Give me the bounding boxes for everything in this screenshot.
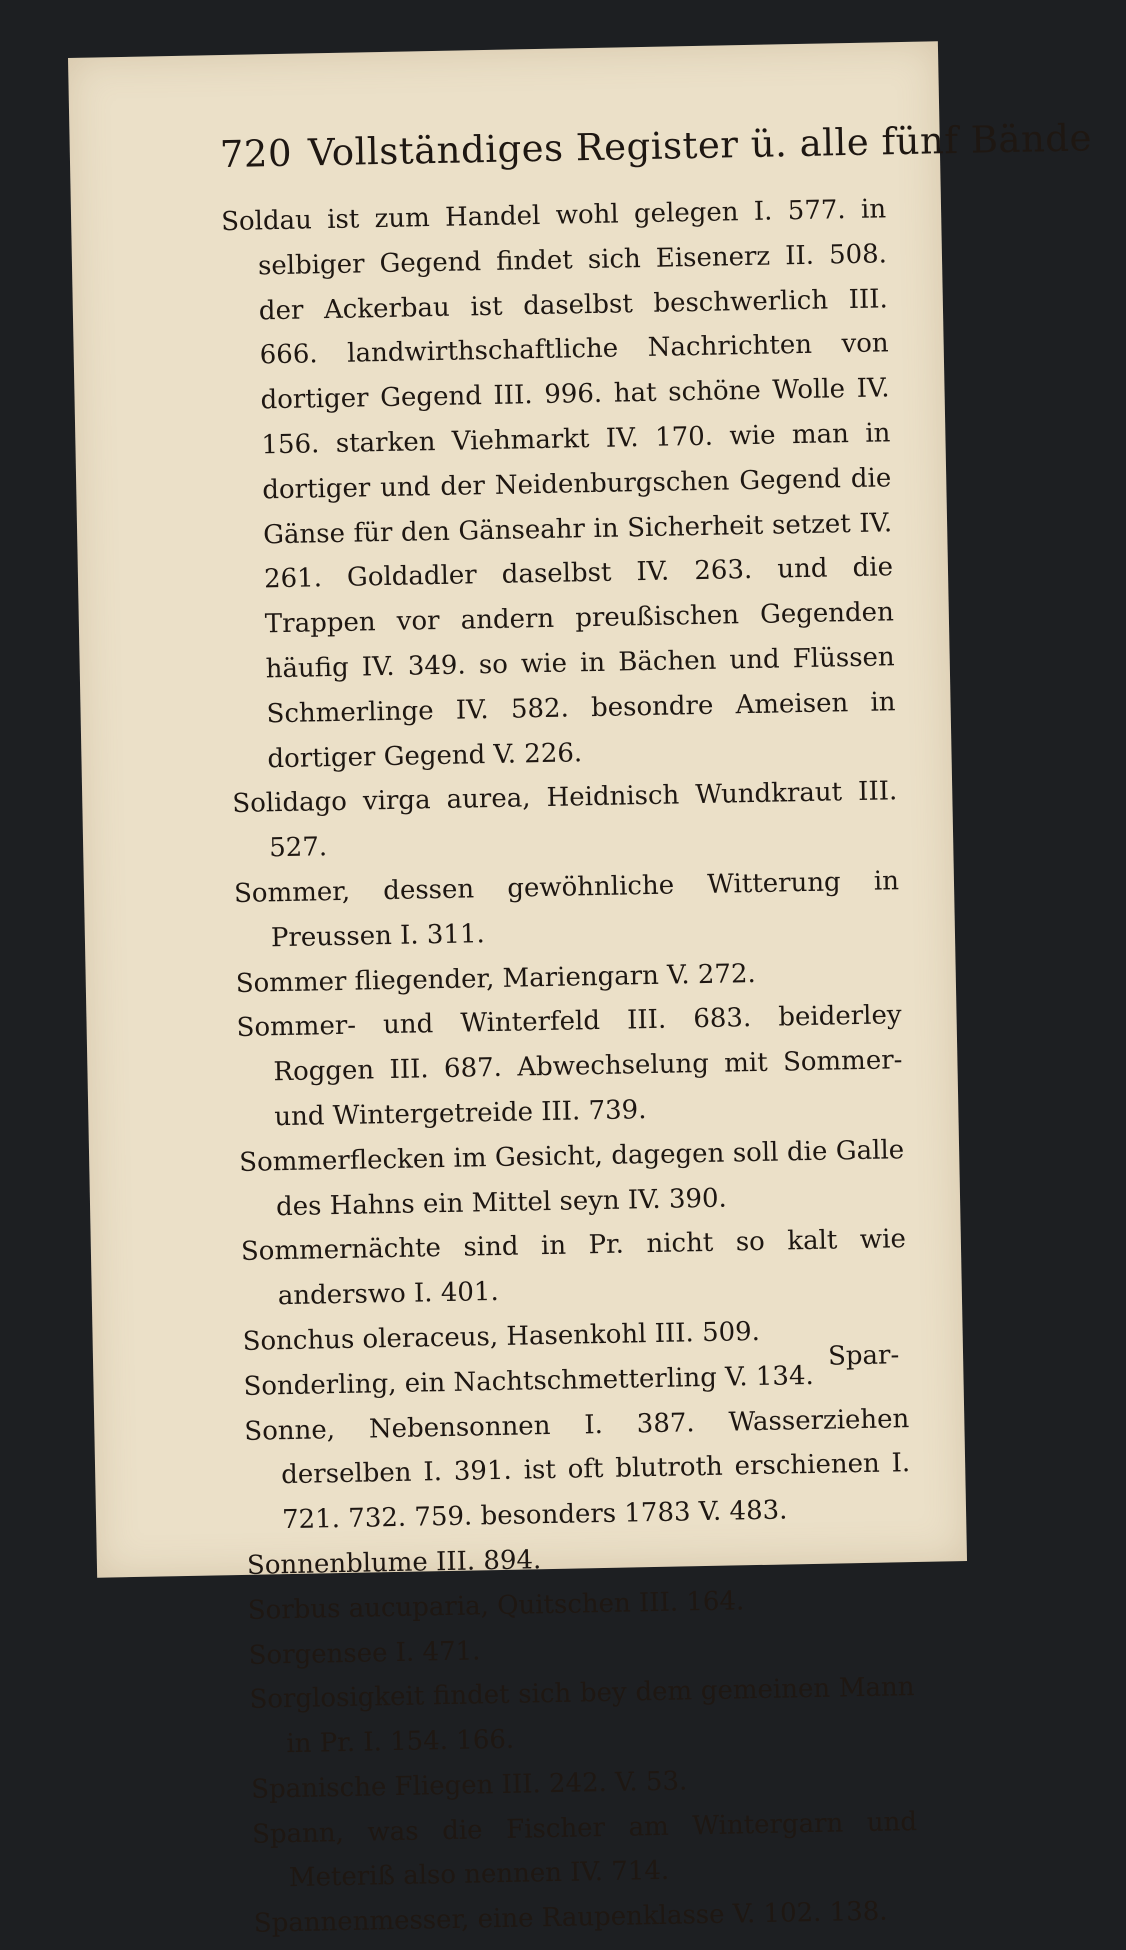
register-entry: Sorbus aucuparia, Quitschen III. 164. xyxy=(247,1586,745,1626)
register-entries xyxy=(221,187,919,1947)
register-entry: Sommerflecken im Gesicht, dagegen soll die Galle des Hahns ein Mittel seyn IV. 390. xyxy=(238,1134,905,1222)
register-entry: Spannenmesser, eine Raupenklasse V. 102. 138. xyxy=(253,1896,888,1940)
register-entry: Sommer fliegender, Mariengarn V. 272. xyxy=(235,958,757,999)
register-entry: Spann, was die Fischer am Wintergarn und Meteriß also nennen IV. 714. xyxy=(251,1806,918,1894)
running-title: Vollständiges Register ü. alle fünf Bände xyxy=(307,116,1093,175)
register-entry: Sorglosigkeit findet sich bey dem gemeinen Mann in Pr. I. 154. 166. xyxy=(249,1672,915,1760)
register-entry: Sommer- und Winterfeld III. 683. beiderley Roggen III. 687. Abwechselung mit Sommer- und Wintergetreide III. 739. xyxy=(236,1000,903,1133)
page-header xyxy=(219,116,1092,176)
register-entry: Spanische Fliegen III. 242. V. 53. xyxy=(250,1766,688,1805)
register-entry: Sorgensee I. 471. xyxy=(248,1635,481,1671)
register-entry: Soldau ist zum Handel wohl gelegen I. 577. in selbiger Gegend findet sich Eisenerz II. 508. der Ackerbau ist daselbst beschwerlich III. 666. landwirthschaftliche Nachrichten von dortiger Gegend III. 996. hat schöne Wolle IV. 156. starken Viehmarkt IV. 170. wie man in dortiger und der Neidenburgschen Gegend die Gänse für den Gänseahr in Sicherheit setzet IV. 261. Goldadler daselbst IV. 263. und die Trappen vor andern preußischen Gegenden häufig IV. 349. so wie in Bächen und Flüssen Schmerlinge IV. 582. besondre Ameisen in dortiger Gegend V. 226. xyxy=(220,194,896,774)
register-entry: Sonchus oleraceus, Hasenkohl III. 509. xyxy=(242,1316,761,1357)
register-entry: Sonnenblume III. 894. xyxy=(246,1545,542,1581)
register-entry: Solidago virga aurea, Heidnisch Wundkraut III. 527. xyxy=(232,776,898,864)
register-entry: Sommernächte sind in Pr. nicht so kalt wie anderswo I. 401. xyxy=(240,1224,907,1312)
catchword: Spar- xyxy=(827,1340,900,1372)
register-entry: Sommer, dessen gewöhnliche Witterung in Preussen I. 311. xyxy=(233,866,900,954)
page-number: 720 xyxy=(219,131,293,177)
register-entry: Sonne, Nebensonnen I. 387. Wasserziehen derselben I. 391. ist oft blutroth erschienen I. 721. 732. 759. besonders 1783 V. 483. xyxy=(244,1403,911,1536)
register-entry: Sonderling, ein Nachtschmetterling V. 134. xyxy=(243,1360,815,1402)
book-page xyxy=(68,41,1093,1940)
